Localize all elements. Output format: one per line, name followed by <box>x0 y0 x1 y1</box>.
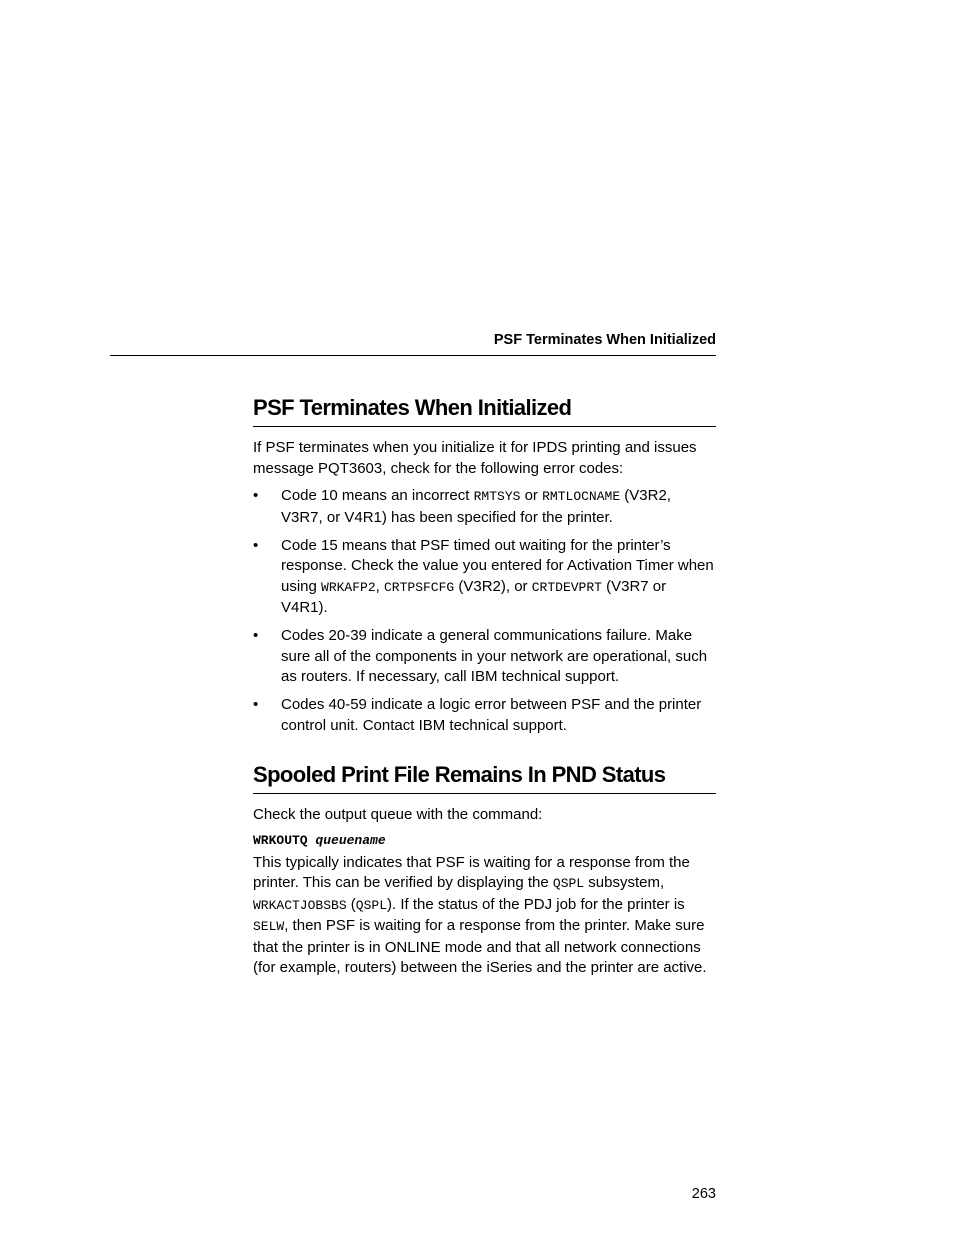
running-header-title: PSF Terminates When Initialized <box>493 332 716 348</box>
code-wrkafp2: WRKAFP2 <box>321 579 376 595</box>
text: (V3R2), or <box>454 577 532 595</box>
text: or <box>520 487 543 504</box>
code-qspl: QSPL <box>552 876 585 891</box>
code-wrkactjobsbs: WRKACTJOBSBS <box>253 897 347 913</box>
list-item-code-15 <box>253 536 716 619</box>
bullet: • <box>253 627 259 644</box>
text: (V3R2, V3R7, or V4R1) has been specified for the printer. <box>281 487 671 526</box>
code-selw: SELW <box>253 919 285 934</box>
code-crtdevprt: CRTDEVPRT <box>531 579 602 595</box>
bullet: • <box>253 536 259 554</box>
running-header <box>110 330 716 356</box>
code-qspl: QSPL <box>355 897 388 913</box>
section2-body <box>253 853 716 979</box>
command-name: WRKOUTQ <box>253 832 308 848</box>
list-item-code-10 <box>253 486 716 528</box>
error-code-list <box>253 486 716 736</box>
text: This typically indicates that PSF is waiting for a response from the printer. This can be verified by displaying the <box>253 853 690 891</box>
command-example <box>253 832 716 849</box>
text: Codes 20-39 indicate a general communications failure. Make sure all of the components in your network are operational, such as routers. If necessary, call IBM technical support. <box>281 627 708 685</box>
section1-intro: If PSF terminates when you initialize it for IPDS printing and issues message PQT3603, check for the following error codes: <box>253 439 697 477</box>
bullet: • <box>253 696 259 713</box>
list-item-codes-20-39 <box>253 626 716 688</box>
section-title-psf-terminates: PSF Terminates When Initialized <box>253 393 716 427</box>
text: , <box>375 577 384 595</box>
command-argument: queuename <box>315 832 386 848</box>
code-rmtlocname: RMTLOCNAME <box>542 489 621 504</box>
text: Codes 40-59 indicate a logic error between PSF and the printer control unit. Contact IBM technical support. <box>281 696 702 734</box>
text: Code 10 means an incorrect <box>281 487 474 504</box>
page-number: 263 <box>691 1186 716 1202</box>
text: Code 15 means that PSF timed out waiting for the printer’s response. Check the value you entered for Activation Timer when using <box>281 536 714 595</box>
text: (V3R7 or V4R1). <box>281 577 667 616</box>
list-item-codes-40-59 <box>253 695 716 736</box>
code-rmtsys: RMTSYS <box>473 489 521 504</box>
text: ). If the status of the PDJ job for the printer is <box>387 895 685 913</box>
page-content <box>253 393 716 979</box>
section-title-spooled-print-file: Spooled Print File Remains In PND Status <box>253 760 716 794</box>
section2-intro: Check the output queue with the command: <box>253 806 543 823</box>
bullet: • <box>253 487 259 504</box>
text: subsystem, <box>584 874 665 891</box>
text: , then PSF is waiting for a response from the printer. Make sure that the printer is in ONLINE mode and that all network connections (for example, routers) between the iSeries and the printer are active. <box>253 917 707 976</box>
code-crtpsfcfg: CRTPSFCFG <box>383 579 455 595</box>
text: ( <box>346 895 356 913</box>
